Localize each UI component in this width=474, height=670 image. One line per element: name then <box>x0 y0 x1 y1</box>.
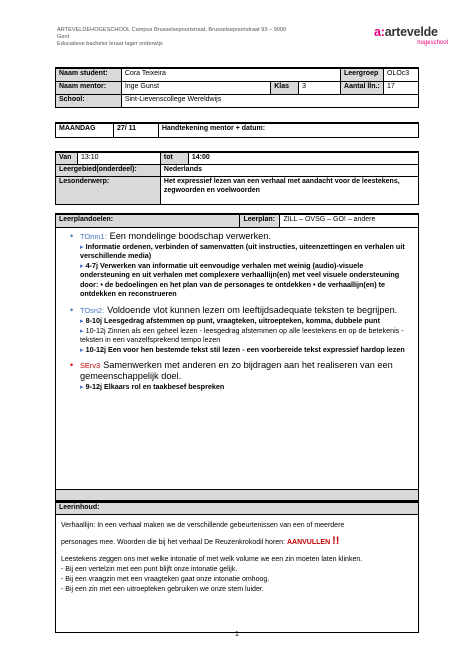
student-info-table <box>55 67 419 108</box>
day-signature-table <box>55 122 419 138</box>
goal-tosn2: • TOsn2: Voldoende vlot kunnen lezen om leeftijdsadequate teksten te begrijpen. ▸ 8-10j Leesgedrag afstemmen op punt, vraagteken, uitroepteken, komma, dubbele punt ▸ 10-12j Zinnen als een geheel lezen - leesgedrag afstemmen op alle leestekens en op de betekenis - teksten in een vanzelfsprekend tempo lezen ▸ 10-12j Een voor hen bestemde tekst stil lezen - een voorbereide tekst expressief hardop lezen <box>70 305 410 354</box>
storyline-line2: personages mee. Woorden die bij het verhaal De Reuzenkrokodil horen: AANVULLEN !! <box>61 534 340 547</box>
lesson-subject-label: Lesonderwerp: <box>56 176 161 204</box>
punctuation-bullet-2: - Bij een vraagzin met een vraagteken gaat onze intonatie omhoog. <box>61 575 270 583</box>
lesson-subject-value: Het expressief lezen van een verhaal met aandacht voor de leestekens, zegwoorden en voelwoorden <box>160 176 418 204</box>
goal-item: ▸ 9-12j Elkaars rol en taakbesef bespreken <box>80 382 225 392</box>
curriculum-value: ZILL – OVSG – GO! – andere <box>280 214 419 227</box>
learning-content-body <box>56 514 419 632</box>
student-name-label: Naam student: <box>56 68 122 81</box>
learning-area-value: Nederlands <box>160 164 418 176</box>
group-value: OLOc3 <box>384 68 419 81</box>
fill-in-marker: AANVULLEN <box>286 538 331 546</box>
punctuation-bullet-1: - Bij een vertelzin met een punt blijft onze intonatie gelijk. <box>61 565 238 573</box>
curriculum-goals-label: Leerplandoelen: <box>56 214 240 227</box>
curriculum-goals-content <box>56 227 419 489</box>
punctuation-intro: Leestekens zeggen ons met welke intonatie of met welk volume we een zin moeten laten klinken. <box>61 555 363 563</box>
curriculum-label: Leerplan: <box>240 214 280 227</box>
class-label: Klas <box>271 81 299 94</box>
storyline-line1: Verhaallijn: In een verhaal maken we de verschillende gebeurtenissen van een of meerdere <box>61 521 345 529</box>
school-address-line1: ARTEVELDEHOGESCHOOL Campus Brusselsepoortstraat, Brusselsepoortstraat 93 – 9000 Gent <box>57 27 287 40</box>
punctuation-bullet-3: - Bij een zin met een uitroepteken gebruiken we onze stem luider. <box>61 585 264 593</box>
group-label: Leergroep <box>341 68 384 81</box>
logo-wordmark <box>374 25 438 39</box>
divider-row <box>56 489 419 500</box>
logo-subtitle: hogeschool <box>417 40 448 46</box>
school-address <box>57 27 297 48</box>
student-name-value: Cora Teixeira <box>121 68 340 81</box>
goal-code: TOsn2: <box>80 306 105 316</box>
logo-name: artevelde <box>384 25 438 39</box>
logo-prefix: a: <box>374 25 385 39</box>
goal-item: ▸ 10-12j Een voor hen bestemde tekst stil lezen - een voorbereide tekst expressief hardop lezen <box>80 344 405 354</box>
learning-area-label: Leergebied(onderdeel): <box>56 164 161 176</box>
exclamation-marks: !! <box>332 534 340 547</box>
student-count-value: 17 <box>384 81 419 94</box>
date-value: 27/ 11 <box>113 123 158 137</box>
document-header <box>57 27 427 51</box>
goal-item: ▸ Informatie ordenen, verbinden of samenvatten (uit instructies, uiteenzettingen en verhalen uit verschillende media) <box>80 241 405 261</box>
lesson-info-table <box>55 151 419 205</box>
from-label: Van <box>56 152 78 164</box>
goal-code: TOmn1: <box>80 231 107 241</box>
student-count-label: Aantal lln.: <box>341 81 384 94</box>
goal-item: ▸ 8-10j Leesgedrag afstemmen op punt, vraagteken, uitroepteken, komma, dubbele punt <box>80 316 380 326</box>
goal-item: ▸ 4-7j Verwerken van informatie uit eenvoudige verhalen met weinig (audio)-visuele ondersteuning en uit verhalen met complexere verhaallijn(en) met veel visuele ondersteuning door: • de bedoelingen en het plan van de personages te ontdekken • de verhaallijn(en) te ontdekken en reconstrueren <box>80 260 400 299</box>
artevelde-logo <box>374 25 448 51</box>
day-label: MAANDAG <box>56 123 114 137</box>
mentor-name-value: Inge Gunst <box>121 81 270 94</box>
goal-code: SErv3 <box>80 361 101 371</box>
goal-title: Voldoende vlot kunnen lezen om leeftijdsadequate teksten te begrijpen. <box>107 305 398 316</box>
learning-content-table <box>55 501 419 633</box>
to-value: 14:00 <box>188 152 418 164</box>
from-value: 13:10 <box>77 152 160 164</box>
goal-title: Een mondelinge boodschap verwerken. <box>109 230 271 241</box>
goal-item: ▸ 10-12j Zinnen als een geheel lezen - leesgedrag afstemmen op alle leestekens en op de betekenis - teksten in een vanzelfsprekend tempo lezen <box>80 325 404 345</box>
mentor-signature-label: Handtekening mentor + datum: <box>158 123 418 137</box>
page-number: 1 <box>235 631 239 638</box>
goal-tomn1: • TOmn1: Een mondelinge boodschap verwerken. ▸ Informatie ordenen, verbinden of samenvatten (uit instructies, uiteenzettingen en verhalen uit verschillende media) ▸ 4-7j Verwerken van informatie uit eenvoudige verhalen met weinig (audio)-visuele ondersteuning en uit verhalen met complexere verhaallijn(en) met veel visuele ondersteuning door: • de bedoelingen en het plan van de personages te ontdekken • de verhaallijn(en) te ontdekken en reconstrueren <box>70 231 410 300</box>
mentor-name-label: Naam mentor: <box>56 81 122 94</box>
goal-title: Samenwerken met anderen en zo bijdragen aan het realiseren van een gemeenschappelijk doel. <box>80 360 393 382</box>
curriculum-goals-table <box>55 213 419 501</box>
school-address-line2: Educatieve bachelor leraar lager onderwijs <box>57 41 163 47</box>
school-label: School: <box>56 94 122 107</box>
class-value: 3 <box>299 81 341 94</box>
to-label: tot <box>160 152 188 164</box>
school-value: Sint-Lievenscollege Wereldwijs <box>121 94 418 107</box>
learning-content-label: Leerinhoud: <box>56 502 419 514</box>
goal-serv3: • SErv3 Samenwerken met anderen en zo bijdragen aan het realiseren van een gemeenschappelijk doel. ▸ 9-12j Elkaars rol en taakbesef bespreken <box>70 360 410 392</box>
